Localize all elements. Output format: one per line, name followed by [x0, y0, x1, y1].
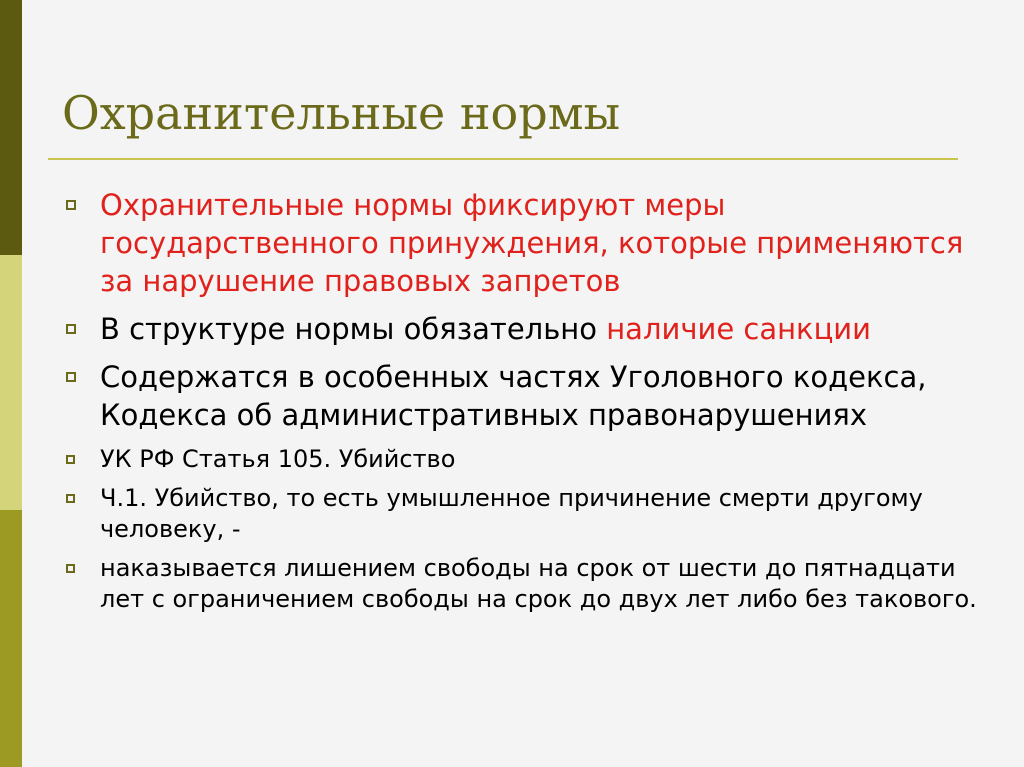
bullet-list: [60, 186, 990, 623]
list-item: [60, 553, 990, 615]
list-item: [60, 310, 990, 348]
bullet-text: В структуре нормы обязательно: [100, 312, 607, 346]
hollow-square-bullet-icon: [66, 324, 76, 334]
hollow-square-bullet-icon: [66, 564, 75, 573]
bullet-text: наказывается лишением свободы на срок от шести до пятнадцати лет с ограничением свободы на срок до двух лет либо без такового.: [100, 554, 977, 613]
list-item: [60, 444, 990, 475]
list-item: [60, 358, 990, 434]
bullet-text: Ч.1. Убийство, то есть умышленное причинение смерти другому человеку, -: [100, 484, 923, 543]
side-bar-olive: [0, 510, 22, 767]
bullet-text-highlight: наличие санкции: [606, 312, 871, 346]
hollow-square-bullet-icon: [66, 200, 76, 210]
list-item: [60, 483, 990, 545]
bullet-text: Содержатся в особенных частях Уголовного кодекса, Кодекса об административных правонарушениях: [100, 360, 927, 432]
list-item: [60, 186, 990, 300]
hollow-square-bullet-icon: [66, 372, 76, 382]
hollow-square-bullet-icon: [66, 494, 75, 503]
slide-title: Охранительные нормы: [62, 86, 621, 140]
side-bar-light: [0, 255, 22, 510]
bullet-text: Охранительные нормы фиксируют меры государственного принуждения, которые применяются за нарушение правовых запретов: [100, 188, 964, 298]
bullet-text: УК РФ Статья 105. Убийство: [100, 445, 456, 473]
side-bar-dark: [0, 0, 22, 255]
hollow-square-bullet-icon: [66, 455, 75, 464]
title-divider: [48, 158, 958, 160]
